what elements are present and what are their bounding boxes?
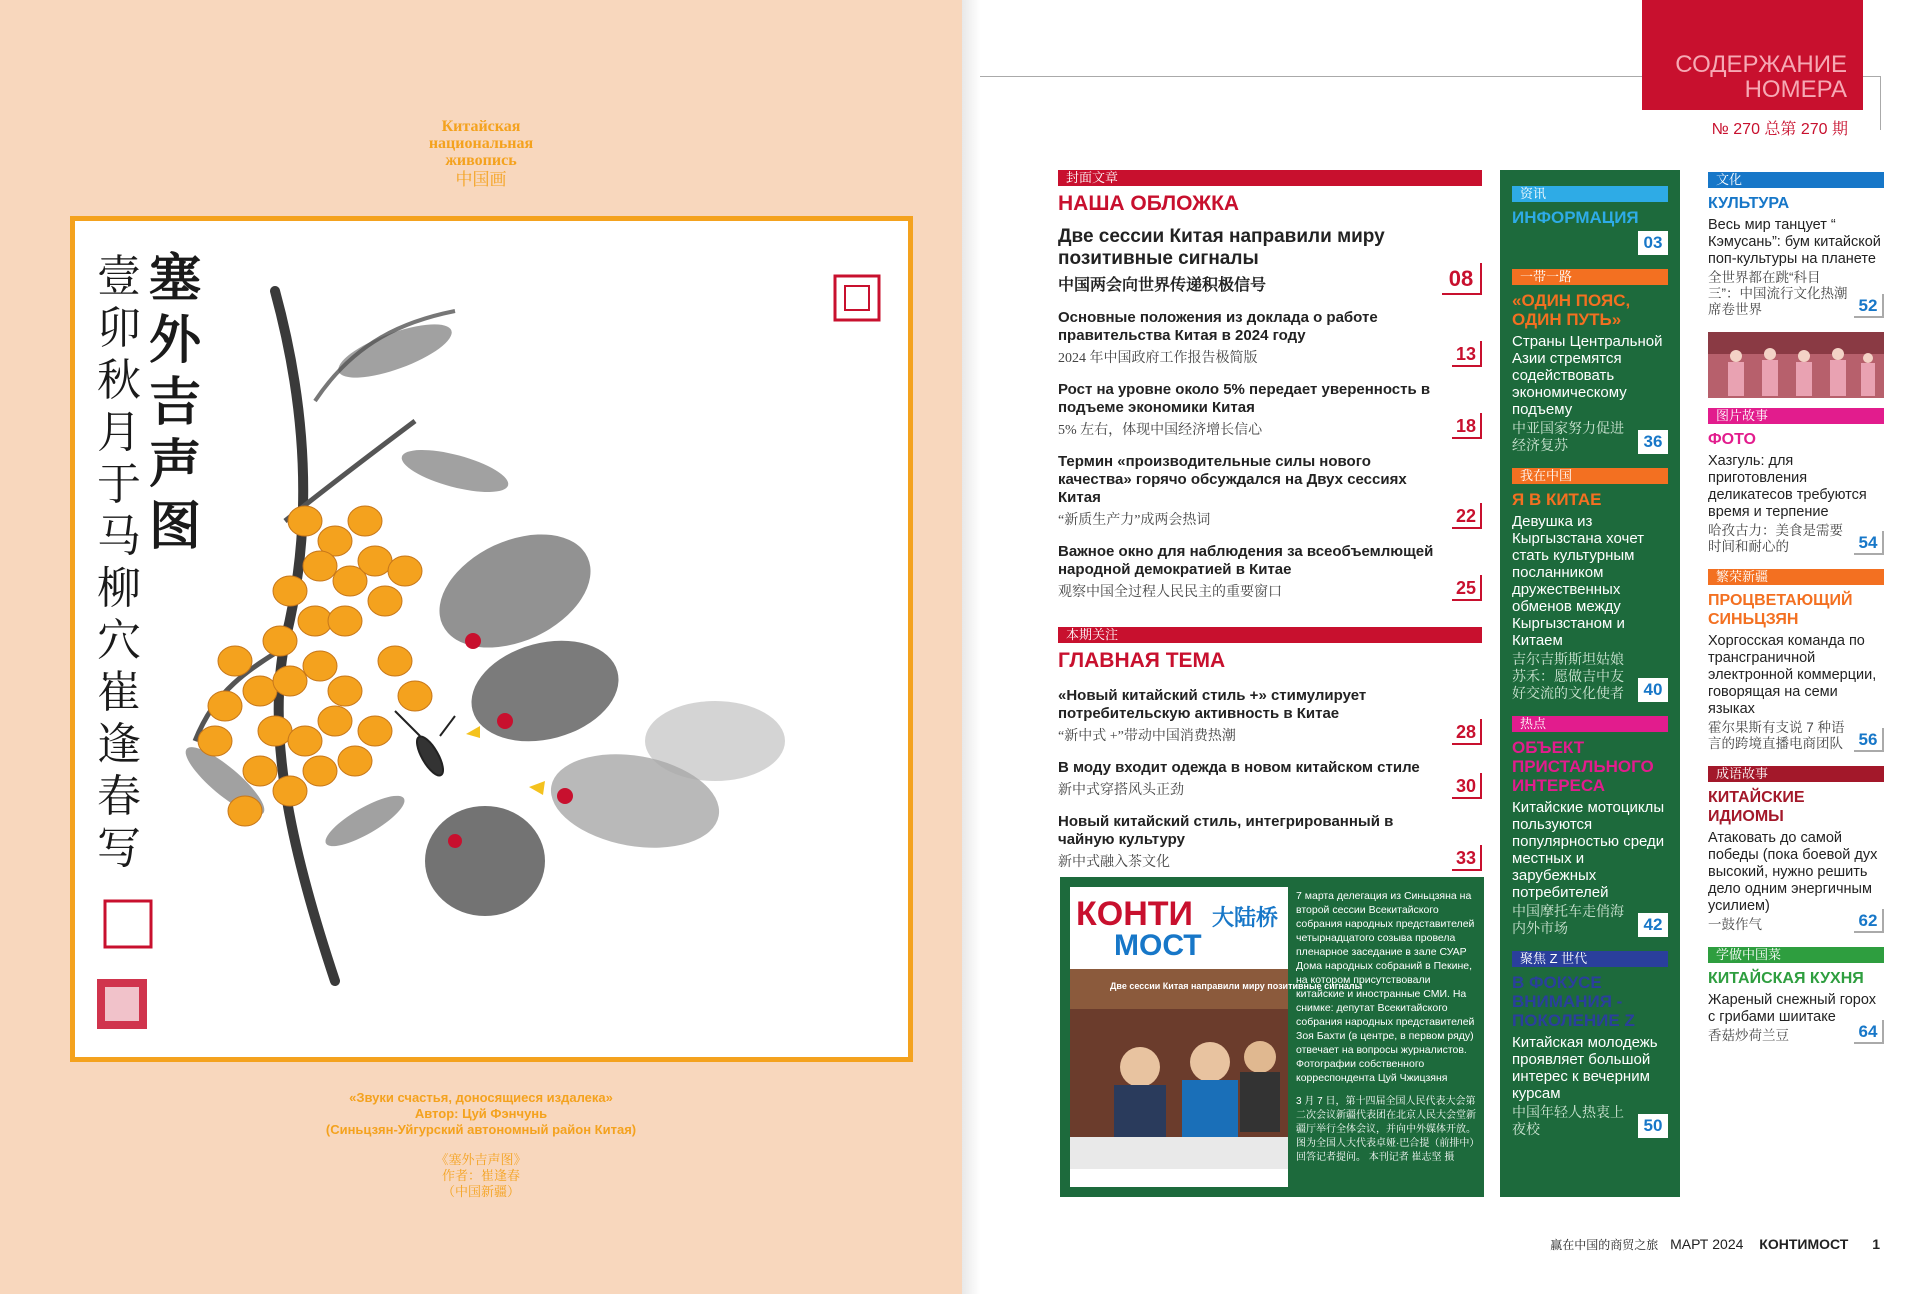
caption-line: 《塞外吉声图》	[435, 1152, 527, 1167]
section-title: ГЛАВНАЯ ТЕМА	[1058, 649, 1226, 672]
cover-logo-ru-2: МОСТ	[1114, 929, 1202, 962]
section-tag: 热点	[1512, 716, 1668, 732]
contents-section[interactable]	[1512, 186, 1668, 255]
article-title-zh: 新中式穿搭风头正劲	[1058, 783, 1184, 798]
page-number: 03	[1638, 231, 1668, 255]
page-number: 52	[1854, 294, 1884, 318]
section-tag: 繁荣新疆	[1708, 569, 1884, 585]
article-title-ru: Новый китайский стиль, интегрированный в чайную культуру	[1058, 813, 1394, 848]
section-body-ru: Страны Центральной Азии стремятся содействовать экономическому подъему	[1512, 333, 1663, 418]
article-entry[interactable]	[1058, 687, 1482, 745]
calligraphy-char: 吉	[149, 372, 202, 433]
section-tag: 本期关注	[1058, 627, 1482, 643]
article-title-ru: Термин «производительные силы нового качества» горячо обсуждался на Двух сессиях Китая	[1058, 453, 1407, 506]
calligraphy-char: 写	[97, 823, 141, 874]
contents-column-right	[1708, 172, 1884, 1058]
article-title-ru: Важное окно для наблюдения за всеобъемлющей народной демократией в Китае	[1058, 543, 1434, 578]
section-body-zh: 霍尔果斯有支说 7 种语言的跨境直播电商团队	[1708, 720, 1845, 751]
contents-section[interactable]	[1708, 569, 1884, 752]
section-tag: 学做中国菜	[1708, 947, 1884, 963]
section-title: Я В КИТАЕ	[1512, 490, 1602, 509]
section-body-zh: 哈孜古力：美食是需要时间和耐心的	[1708, 523, 1843, 554]
section-tag: 成语故事	[1708, 766, 1884, 782]
caption-line: （中国新疆）	[441, 1184, 520, 1199]
calligraphy	[97, 248, 203, 874]
cover-text-ru: 7 марта делегация из Синьцзяна на второй сессии Всекитайского собрания народных представителей четырнадцатого созыва провела пленарное заседание в зале СУАР Дома народных собраний в Пекине, на котором присутствовали китайские и иностранные СМИ. На снимке: депутат Всекитайского собрания народных представителей Зоя Бахти (в центре, в первом ряду) отвечает на вопросы журналистов. Фотографии собственного корреспондента Цуй Чжицзяня	[1296, 890, 1475, 1084]
contents-column-green	[1500, 170, 1680, 1197]
section-body-zh: 吉尔吉斯斯坦姑娘苏禾：愿做吉中友好交流的文化使者	[1512, 651, 1624, 701]
section-body-ru: Хазгуль: для приготовления деликатесов требуются время и терпение	[1708, 453, 1867, 520]
footer-brand: КОНТИМОСТ	[1759, 1236, 1849, 1252]
article-title-zh: 新中式融入茶文化	[1058, 855, 1170, 870]
section-tag: 封面文章	[1058, 170, 1482, 186]
page-footer	[1520, 1236, 1880, 1253]
section-title: ИНФОРМАЦИЯ	[1512, 208, 1639, 227]
calligraphy-char: 春	[97, 771, 141, 822]
section-tag: 图片故事	[1708, 408, 1884, 424]
dancers-photo-icon[interactable]	[1708, 332, 1884, 398]
page-number: 42	[1638, 913, 1668, 937]
article-title-zh: 2024 年中国政府工作报告极简版	[1058, 351, 1258, 366]
article-title-zh: “新质生产力”成两会热词	[1058, 513, 1211, 528]
cover-thumbnail-icon[interactable]	[1070, 887, 1363, 1187]
calligraphy-char: 于	[97, 459, 141, 510]
article-title-zh: 观察中国全过程人民民主的重要窗口	[1058, 585, 1282, 600]
section-body-zh: 一鼓作气	[1708, 917, 1762, 932]
section-body-ru: Китайские мотоциклы пользуются популярностью среди местных и зарубежных потребителей	[1512, 799, 1665, 901]
calligraphy-char: 崔	[97, 667, 141, 718]
caption-line: Автор: Цуй Фэнчунь	[414, 1106, 548, 1121]
contents-title-line: СОДЕРЖАНИЕ	[1675, 51, 1847, 78]
section-tag: 资讯	[1512, 186, 1668, 202]
contents-section[interactable]	[1512, 468, 1668, 702]
ink-painting	[75, 221, 908, 1057]
calligraphy-char: 图	[149, 496, 202, 557]
contents-tab	[1642, 0, 1863, 110]
cover-headline: Две сессии Китая направили миру позитивные сигналы	[1110, 981, 1363, 991]
caption-zh	[0, 1152, 962, 1200]
article-entry[interactable]	[1058, 759, 1482, 799]
section-body-ru: Хоргосская команда по трансграничной электронной коммерции, говорящая на семи языках	[1708, 633, 1877, 717]
article-title-ru: Основные положения из доклада о работе правительства Китая в 2024 году	[1058, 309, 1378, 344]
article-list	[1058, 687, 1482, 871]
section-tag: 我在中国	[1512, 468, 1668, 484]
page-number: 30	[1452, 773, 1482, 799]
page-number: 40	[1638, 678, 1668, 702]
contents-title	[1675, 52, 1847, 102]
cover-logo-zh: 大陆桥	[1212, 906, 1279, 931]
article-title-zh: 5% 左右，体现中国经济增长信心	[1058, 423, 1263, 438]
section-title: КУЛЬТУРА	[1708, 195, 1790, 212]
calligraphy-char: 月	[97, 407, 141, 458]
chicks	[421, 512, 785, 916]
section-title: КИТАЙСКИЕ ИДИОМЫ	[1708, 789, 1805, 825]
contents-section[interactable]	[1512, 716, 1668, 937]
section-tag: 聚焦 Z 世代	[1512, 951, 1668, 967]
page-number: 28	[1452, 719, 1482, 745]
caption-line: «Звуки счастья, доносящиеся издалека»	[349, 1090, 613, 1105]
cover-description	[1296, 889, 1476, 1165]
caption-ru	[0, 1090, 962, 1138]
article-title-ru: В моду входит одежда в новом китайском стиле	[1058, 759, 1420, 776]
art-heading-zh: 中国画	[455, 170, 507, 189]
article-title-ru: Рост на уровне около 5% передает уверенность в подъеме экономики Китая	[1058, 381, 1431, 416]
section-body-ru: Атаковать до самой победы (пока боевой дух высокий, нужно решить дело одним энергичным усилием)	[1708, 830, 1878, 914]
painting-frame	[70, 216, 913, 1062]
seal-stamp-icon	[97, 276, 879, 1029]
article-entry[interactable]	[1058, 543, 1482, 601]
section-title: В ФОКУСЕ ВНИМАНИЯ - ПОКОЛЕНИЕ Z	[1512, 973, 1635, 1030]
section-body-zh: 中亚国家努力促进经济复苏	[1512, 420, 1624, 453]
art-heading-line: национальная	[428, 135, 534, 152]
page-number: 50	[1638, 1114, 1668, 1138]
section-title: ОБЪЕКТ ПРИСТАЛЬНОГО ИНТЕРЕСА	[1512, 738, 1654, 795]
section-title: НАША ОБЛОЖКА	[1058, 192, 1240, 215]
contents-section[interactable]	[1708, 947, 1884, 1044]
section-body-zh: 香菇炒荷兰豆	[1708, 1028, 1789, 1043]
page-number: 18	[1452, 413, 1482, 439]
article-title-ru: «Новый китайский стиль +» стимулирует потребительскую активность в Китае	[1058, 687, 1367, 722]
calligraphy-char: 穴	[97, 615, 141, 666]
contents-section[interactable]	[1708, 408, 1884, 555]
calligraphy-char: 声	[149, 434, 202, 495]
calligraphy-char: 外	[149, 310, 202, 371]
page-number: 25	[1452, 575, 1482, 601]
article-entry[interactable]	[1058, 381, 1482, 439]
article-title-ru: Две сессии Китая направили миру позитивные сигналы	[1058, 226, 1385, 269]
contents-section[interactable]	[1512, 951, 1668, 1138]
section-body-zh: 中国年轻人热衷上夜校	[1512, 1104, 1624, 1137]
footer-slogan: 赢在中国的商贸之旅	[1550, 1238, 1659, 1252]
article-list	[1058, 226, 1482, 601]
article-title-zh: “新中式 +”带动中国消费热潮	[1058, 729, 1236, 744]
page-number: 54	[1854, 531, 1884, 555]
section-tag: 文化	[1708, 172, 1884, 188]
article-entry[interactable]	[1058, 453, 1482, 529]
calligraphy-char: 柳	[97, 563, 141, 614]
calligraphy-char: 马	[97, 511, 141, 562]
page-number: 56	[1854, 728, 1884, 752]
section-tag: 一带一路	[1512, 269, 1668, 285]
art-heading-line: Китайская	[441, 118, 521, 135]
cover-logo-ru: КОНТИ	[1076, 895, 1193, 933]
page-number: 33	[1452, 845, 1482, 871]
insect	[395, 711, 455, 779]
page-number: 36	[1638, 430, 1668, 454]
section-body-ru: Жареный снежный горох с грибами шиитаке	[1708, 992, 1876, 1025]
section-body-ru: Весь мир танцует “ Кэмусань”: бум китайской поп-культуры на планете	[1708, 217, 1881, 267]
footer-month: МАРТ 2024	[1670, 1236, 1744, 1252]
calligraphy-char: 逢	[97, 719, 141, 770]
contents-title-line: НОМЕРА	[1744, 76, 1847, 103]
article-title-zh: 中国两会向世界传递积极信号	[1058, 277, 1267, 294]
section-body-ru: Китайская молодежь проявляет большой интерес к вечерним курсам	[1512, 1034, 1658, 1102]
calligraphy-char: 卯	[97, 303, 141, 354]
article-entry[interactable]	[1058, 309, 1482, 367]
section-title: КИТАЙСКАЯ КУХНЯ	[1708, 970, 1864, 987]
caption-line: 作者：崔逢春	[441, 1168, 520, 1183]
section-title: «ОДИН ПОЯС, ОДИН ПУТЬ»	[1512, 291, 1631, 329]
contents-column-main	[1058, 170, 1482, 871]
caption-line: (Синьцзян-Уйгурский автономный район Китая)	[325, 1122, 637, 1137]
calligraphy-char: 壹	[97, 251, 141, 302]
page-number: 22	[1452, 503, 1482, 529]
page-number: 62	[1854, 909, 1884, 933]
section-title: ПРОЦВЕТАЮЩИЙ СИНЬЦЗЯН	[1708, 592, 1853, 628]
calligraphy-char: 塞	[149, 248, 202, 309]
section-title: ФОТО	[1708, 431, 1756, 448]
page-gutter	[962, 0, 980, 1294]
contents-section[interactable]	[1708, 766, 1884, 933]
section-body-zh: 中国摩托车走俏海内外市场	[1512, 903, 1624, 936]
page-number: 1	[1872, 1236, 1880, 1252]
contents-section[interactable]	[1708, 172, 1884, 318]
cover-text-zh: 3 月 7 日，第十四届全国人民代表大会第二次会议新疆代表团在北京人民大会堂新疆厅举行全体会议，并向中外媒体开放。图为全国人大代表卓娅·巴合提（前排中）回答记者提问。 本刊记者 崔志坚 摄	[1296, 1096, 1476, 1163]
right-rule	[1880, 76, 1881, 130]
contents-section[interactable]	[1512, 269, 1668, 454]
page-number: 08	[1442, 263, 1482, 295]
art-heading-line: живопись	[445, 152, 517, 169]
calligraphy-char: 秋	[97, 355, 141, 406]
article-entry[interactable]	[1058, 813, 1482, 871]
cover-box	[1060, 877, 1484, 1197]
page-number: 64	[1854, 1020, 1884, 1044]
issue-number: № 270 总第 270 期	[1711, 121, 1848, 138]
article-entry[interactable]	[1058, 226, 1482, 295]
section-body-zh: 全世界都在跳“科目三”：中国流行文化热潮席卷世界	[1708, 270, 1848, 317]
art-heading-ru	[0, 118, 962, 169]
section-body-ru: Девушка из Кыргызстана хочет стать культурным посланником дружественных обменов между Кыргызстаном и Китаем	[1512, 513, 1645, 649]
page-number: 13	[1452, 341, 1482, 367]
